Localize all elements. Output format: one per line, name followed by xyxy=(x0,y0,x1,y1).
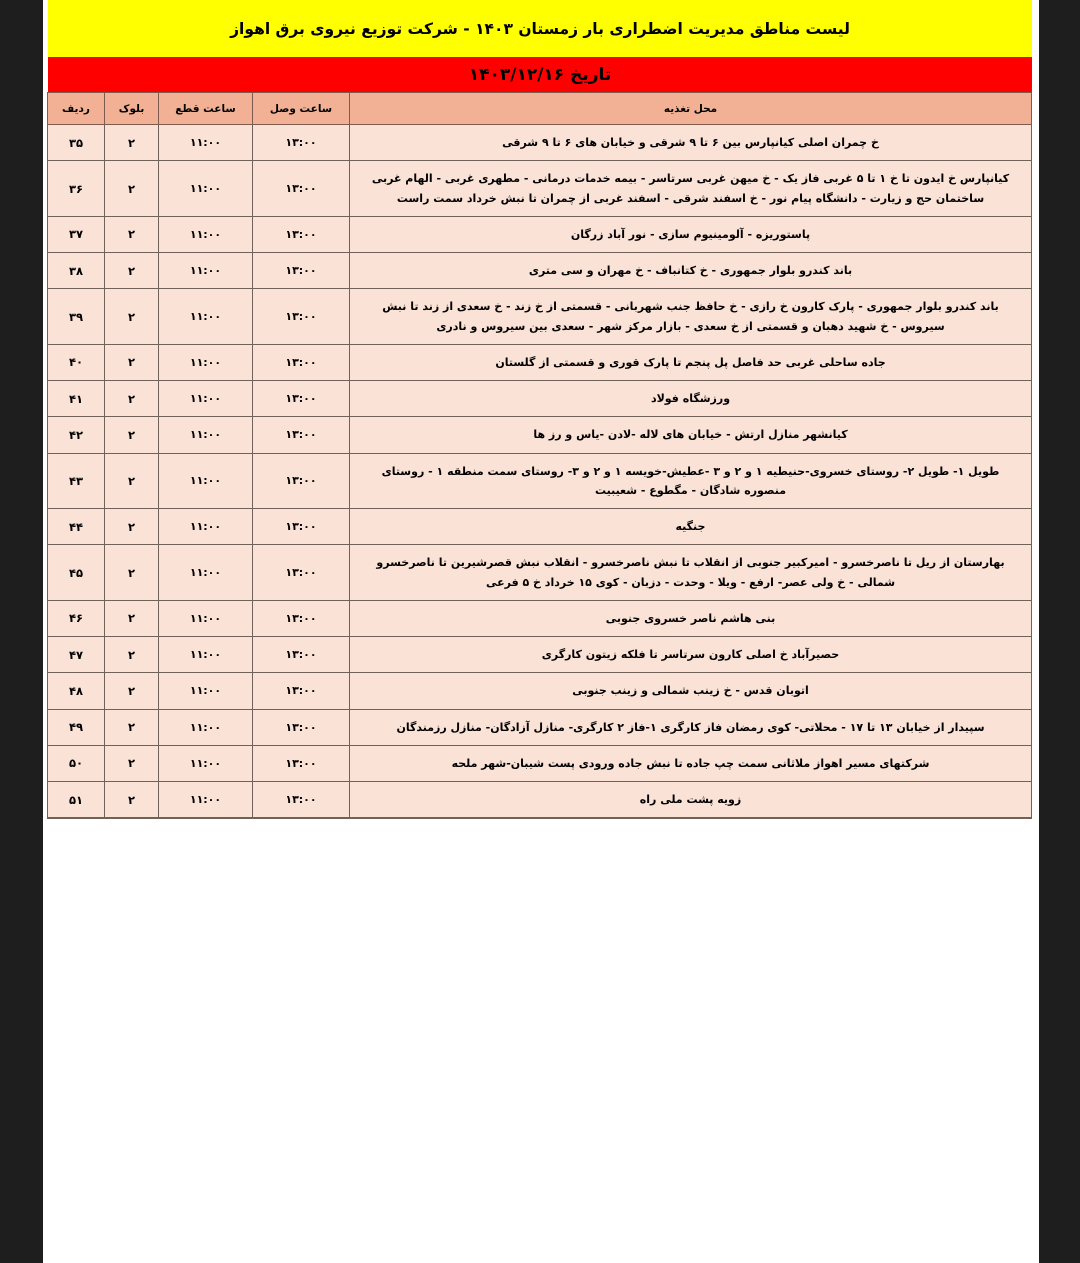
cell-mahal-taghzie: زویه پشت ملی راه xyxy=(350,782,1032,819)
cell-radif: ۴۰ xyxy=(48,344,105,380)
outage-schedule-sheet xyxy=(48,0,1032,819)
outage-schedule-table xyxy=(47,92,1032,819)
cell-radif: ۴۳ xyxy=(48,453,105,509)
cell-saat-vasl: ۱۳:۰۰ xyxy=(253,637,350,673)
cell-blok: ۲ xyxy=(105,253,159,289)
cell-saat-vasl: ۱۳:۰۰ xyxy=(253,545,350,601)
cell-mahal-taghzie: اتوبان قدس - خ زینب شمالی و زینب جنوبی xyxy=(350,673,1032,709)
cell-saat-vasl: ۱۳:۰۰ xyxy=(253,289,350,345)
cell-mahal-taghzie: بهارستان از ریل تا ناصرخسرو - امیرکبیر جنوبی از انقلاب تا نبش ناصرخسرو - انقلاب نبش قصرشیرین تا ناصرخسرو شمالی - خ ولی عصر- ارفع - ویلا - وحدت - دزبان - کوی ۱۵ خرداد خ ۵ فرعی xyxy=(350,545,1032,601)
cell-saat-ghat: ۱۱:۰۰ xyxy=(159,509,253,545)
cell-radif: ۴۸ xyxy=(48,673,105,709)
cell-saat-ghat: ۱۱:۰۰ xyxy=(159,600,253,636)
table-row xyxy=(48,637,1032,673)
cell-saat-vasl: ۱۳:۰۰ xyxy=(253,782,350,819)
cell-saat-ghat: ۱۱:۰۰ xyxy=(159,289,253,345)
cell-radif: ۳۹ xyxy=(48,289,105,345)
table-row xyxy=(48,545,1032,601)
cell-blok: ۲ xyxy=(105,745,159,781)
cell-blok: ۲ xyxy=(105,125,159,161)
cell-saat-vasl: ۱۳:۰۰ xyxy=(253,253,350,289)
cell-saat-vasl: ۱۳:۰۰ xyxy=(253,509,350,545)
cell-blok: ۲ xyxy=(105,216,159,252)
table-row xyxy=(48,782,1032,819)
cell-saat-ghat: ۱۱:۰۰ xyxy=(159,673,253,709)
table-row xyxy=(48,673,1032,709)
cell-mahal-taghzie: حصیرآباد خ اصلی کارون سرتاسر تا فلکه زیتون کارگری xyxy=(350,637,1032,673)
cell-saat-ghat: ۱۱:۰۰ xyxy=(159,253,253,289)
cell-saat-ghat: ۱۱:۰۰ xyxy=(159,161,253,217)
cell-radif: ۴۵ xyxy=(48,545,105,601)
cell-radif: ۳۶ xyxy=(48,161,105,217)
cell-saat-ghat: ۱۱:۰۰ xyxy=(159,637,253,673)
page-title: لیست مناطق مدیریت اضطراری بار زمستان ۱۴۰۳ - شرکت توزیع نیروی برق اهواز xyxy=(230,19,850,38)
cell-saat-ghat: ۱۱:۰۰ xyxy=(159,381,253,417)
cell-saat-vasl: ۱۳:۰۰ xyxy=(253,673,350,709)
table-row xyxy=(48,216,1032,252)
table-row xyxy=(48,509,1032,545)
cell-saat-ghat: ۱۱:۰۰ xyxy=(159,782,253,819)
table-row xyxy=(48,253,1032,289)
cell-radif: ۴۲ xyxy=(48,417,105,453)
cell-saat-vasl: ۱۳:۰۰ xyxy=(253,745,350,781)
table-row xyxy=(48,453,1032,509)
cell-mahal-taghzie: جنگیه xyxy=(350,509,1032,545)
cell-blok: ۲ xyxy=(105,545,159,601)
cell-saat-vasl: ۱۳:۰۰ xyxy=(253,600,350,636)
cell-saat-ghat: ۱۱:۰۰ xyxy=(159,709,253,745)
cell-blok: ۲ xyxy=(105,637,159,673)
table-row xyxy=(48,381,1032,417)
cell-mahal-taghzie: شرکتهای مسیر اهواز ملاثانی سمت چپ جاده تا نبش جاده ورودی پست شیبان-شهر ملحه xyxy=(350,745,1032,781)
table-row xyxy=(48,161,1032,217)
table-row xyxy=(48,344,1032,380)
table-body xyxy=(48,125,1032,819)
cell-mahal-taghzie: کیانشهر منازل ارتش - خیابان های لاله -لادن -یاس و رز ها xyxy=(350,417,1032,453)
table-row xyxy=(48,289,1032,345)
cell-saat-vasl: ۱۳:۰۰ xyxy=(253,344,350,380)
cell-blok: ۲ xyxy=(105,782,159,819)
column-header-radif: ردیف xyxy=(48,93,105,125)
cell-radif: ۳۸ xyxy=(48,253,105,289)
table-row xyxy=(48,125,1032,161)
cell-mahal-taghzie: پاستوریزه - آلومینیوم سازی - نور آباد زرگان xyxy=(350,216,1032,252)
table-header xyxy=(48,93,1032,125)
cell-blok: ۲ xyxy=(105,453,159,509)
cell-blok: ۲ xyxy=(105,161,159,217)
cell-radif: ۴۹ xyxy=(48,709,105,745)
cell-blok: ۲ xyxy=(105,381,159,417)
table-row xyxy=(48,417,1032,453)
cell-saat-vasl: ۱۳:۰۰ xyxy=(253,709,350,745)
cell-radif: ۴۴ xyxy=(48,509,105,545)
cell-radif: ۵۰ xyxy=(48,745,105,781)
cell-mahal-taghzie: باند کندرو بلوار جمهوری - خ کتانباف - خ مهران و سی متری xyxy=(350,253,1032,289)
column-header-saat-vasl: ساعت وصل xyxy=(253,93,350,125)
cell-radif: ۳۵ xyxy=(48,125,105,161)
cell-saat-ghat: ۱۱:۰۰ xyxy=(159,417,253,453)
cell-blok: ۲ xyxy=(105,673,159,709)
cell-radif: ۴۶ xyxy=(48,600,105,636)
cell-saat-vasl: ۱۳:۰۰ xyxy=(253,453,350,509)
cell-mahal-taghzie: ورزشگاه فولاد xyxy=(350,381,1032,417)
cell-mahal-taghzie: جاده ساحلی غربی حد فاصل پل پنجم تا پارک قوری و قسمتی از گلستان xyxy=(350,344,1032,380)
cell-saat-vasl: ۱۳:۰۰ xyxy=(253,417,350,453)
date-banner xyxy=(48,57,1032,92)
table-row xyxy=(48,745,1032,781)
cell-blok: ۲ xyxy=(105,509,159,545)
cell-saat-vasl: ۱۳:۰۰ xyxy=(253,161,350,217)
cell-saat-vasl: ۱۳:۰۰ xyxy=(253,216,350,252)
cell-saat-ghat: ۱۱:۰۰ xyxy=(159,344,253,380)
cell-blok: ۲ xyxy=(105,289,159,345)
cell-mahal-taghzie: طویل ۱- طویل ۲- روستای خسروی-حنیطیه ۱ و ۲ و ۳ -عطیش-خویسه ۱ و ۲ و ۳- روستای سمت منطقه ۱ - روستای منصوره شادگان - مگطوع - شعیبیت xyxy=(350,453,1032,509)
cell-mahal-taghzie: سپیدار از خیابان ۱۳ تا ۱۷ - محلاتی- کوی رمضان فاز کارگری ۱-فاز ۲ کارگری- منازل آزادگان- منازل رزمندگان xyxy=(350,709,1032,745)
table-header-row xyxy=(48,93,1032,125)
title-banner xyxy=(48,0,1032,57)
cell-mahal-taghzie: خ چمران اصلی کیانپارس بین ۶ تا ۹ شرقی و خیابان های ۶ تا ۹ شرقی xyxy=(350,125,1032,161)
date-label: تاریخ ۱۴۰۳/۱۲/۱۶ xyxy=(468,64,612,85)
column-header-saat-ghat: ساعت قطع xyxy=(159,93,253,125)
cell-saat-ghat: ۱۱:۰۰ xyxy=(159,216,253,252)
cell-saat-vasl: ۱۳:۰۰ xyxy=(253,125,350,161)
cell-saat-vasl: ۱۳:۰۰ xyxy=(253,381,350,417)
cell-radif: ۵۱ xyxy=(48,782,105,819)
cell-mahal-taghzie: کیانپارس خ ایدون تا خ ۱ تا ۵ غربی فاز یک - خ میهن غربی سرتاسر - بیمه خدمات درمانی - مطهری غربی - الهام غربی ساختمان حج و زیارت - دانشگاه پیام نور - خ اسفند شرقی - اسفند غربی از چمران تا نبش خرداد سمت راست xyxy=(350,161,1032,217)
column-header-mahal-taghzie: محل تغذیه xyxy=(350,93,1032,125)
cell-blok: ۲ xyxy=(105,344,159,380)
table-row xyxy=(48,600,1032,636)
column-header-blok: بلوک xyxy=(105,93,159,125)
cell-mahal-taghzie: بنی هاشم ناصر خسروی جنوبی xyxy=(350,600,1032,636)
cell-blok: ۲ xyxy=(105,417,159,453)
cell-saat-ghat: ۱۱:۰۰ xyxy=(159,545,253,601)
cell-saat-ghat: ۱۱:۰۰ xyxy=(159,453,253,509)
cell-saat-ghat: ۱۱:۰۰ xyxy=(159,125,253,161)
cell-blok: ۲ xyxy=(105,600,159,636)
table-row xyxy=(48,709,1032,745)
cell-mahal-taghzie: باند کندرو بلوار جمهوری - پارک کارون خ رازی - خ حافظ جنب شهربانی - قسمتی از خ زند - خ سعدی از زند تا نبش سیروس - خ شهید دهبان و قسمتی از خ سعدی - بازار مرکز شهر - سعدی بین سیروس و نادری xyxy=(350,289,1032,345)
cell-radif: ۴۱ xyxy=(48,381,105,417)
cell-blok: ۲ xyxy=(105,709,159,745)
cell-radif: ۳۷ xyxy=(48,216,105,252)
cell-saat-ghat: ۱۱:۰۰ xyxy=(159,745,253,781)
cell-radif: ۴۷ xyxy=(48,637,105,673)
